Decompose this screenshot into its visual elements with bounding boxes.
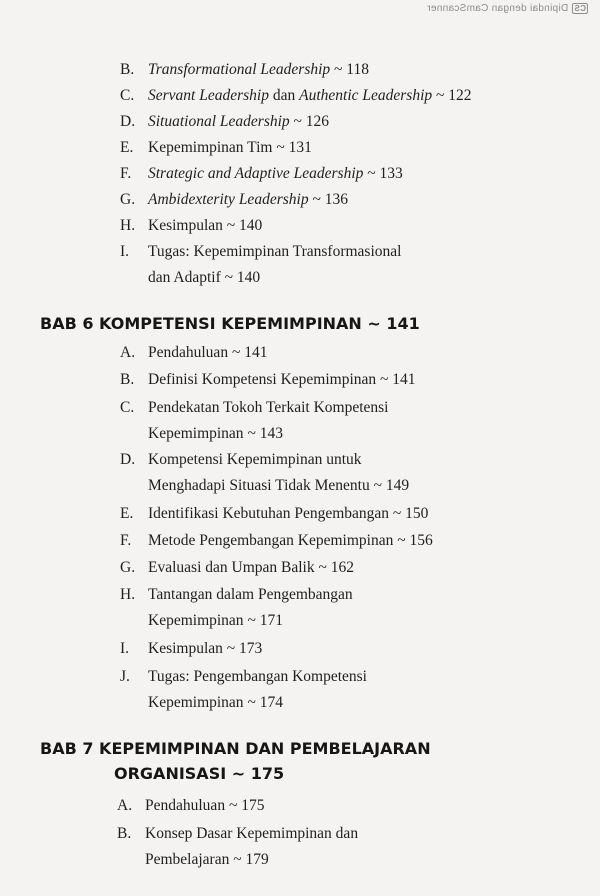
entry-letter: H. — [120, 586, 136, 603]
entry-letter: B. — [117, 825, 132, 842]
camscanner-watermark — [427, 3, 588, 14]
entry-letter: I. — [120, 243, 130, 260]
entry-letter: A. — [117, 797, 133, 814]
entry-title: Pendahuluan — [145, 797, 226, 814]
entry-page: ~ 141 — [231, 344, 268, 361]
entry-letter: C. — [120, 87, 135, 104]
entry-letter: D. — [120, 451, 136, 468]
entry-page: ~ 136 — [312, 191, 348, 208]
entry-title: Servant Leadership — [148, 87, 269, 104]
entry-title: Kompetensi Kepemimpinan untuk — [148, 451, 362, 468]
entry-page: ~ 156 — [397, 532, 433, 549]
entry-title: Pendahuluan — [148, 344, 229, 361]
entry-title-cont: Kepemimpinan — [148, 694, 244, 711]
entry-title: Evaluasi dan Umpan Balik — [148, 559, 315, 576]
entry-letter: C. — [120, 399, 135, 416]
entry-page: ~ 174 — [247, 694, 283, 711]
entry-letter: F. — [120, 532, 132, 549]
entry-letter: F. — [120, 165, 132, 182]
entry-title: Ambidexterity Leadership — [148, 191, 309, 208]
entry-title: Kepemimpinan Tim — [148, 139, 273, 156]
camscanner-logo-icon: CS — [574, 4, 586, 13]
entry-title-cont: Kepemimpinan — [148, 425, 244, 442]
entry-page: ~ 140 — [224, 269, 261, 286]
entry-title: Kesimpulan — [148, 217, 223, 234]
watermark-text: Dipindai dengan CamScanner — [427, 3, 569, 14]
entry-page: ~ 175 — [228, 797, 265, 814]
entry-letter: A. — [120, 344, 136, 361]
entry-title: Identifikasi Kebutuhan Pengembangan — [148, 505, 390, 522]
entry-title-cont: Menghadapi Situasi Tidak Menentu — [148, 477, 370, 494]
chapter-heading-bab7-cont: ORGANISASI ~ 175 — [114, 764, 285, 783]
entry-title: Konsep Dasar Kepemimpinan dan — [145, 825, 359, 842]
entry-page: ~ 122 — [436, 87, 472, 104]
entry-letter: G. — [120, 559, 136, 576]
entry-page: ~ 173 — [226, 640, 263, 657]
entry-page: ~ 150 — [392, 505, 429, 522]
entry-letter: D. — [120, 113, 136, 130]
entry-page: ~ 171 — [247, 612, 283, 629]
entry-page: ~ 179 — [233, 851, 269, 868]
entry-conjunction: dan — [268, 87, 300, 104]
entry-title-cont: dan Adaptif — [148, 269, 221, 286]
entry-page: ~ 133 — [367, 165, 403, 182]
entry-title: Tantangan dalam Pengembangan — [148, 586, 353, 603]
entry-title: Tugas: Pengembangan Kompetensi — [148, 668, 367, 685]
entry-title: Tugas: Kepemimpinan Transformasional — [148, 243, 402, 260]
entry-letter: G. — [120, 191, 136, 208]
entry-letter: E. — [120, 505, 134, 522]
entry-title: Pendekatan Tokoh Terkait Kompetensi — [148, 399, 389, 416]
entry-letter: B. — [120, 371, 135, 388]
entry-letter: H. — [120, 217, 136, 234]
entry-page: ~ 118 — [334, 61, 369, 78]
entry-letter: J. — [120, 668, 130, 685]
entry-title: Definisi Kompetensi Kepemimpinan — [148, 371, 377, 388]
entry-page: ~ 126 — [293, 113, 330, 130]
entry-page: ~ 149 — [373, 477, 410, 494]
entry-page: ~ 143 — [247, 425, 283, 442]
entry-page: ~ 141 — [380, 371, 416, 388]
entry-title: Strategic and Adaptive Leadership — [148, 165, 364, 182]
entry-page: ~ 131 — [276, 139, 312, 156]
entry-letter: B. — [120, 61, 135, 78]
entry-title-cont: Pembelajaran — [145, 851, 230, 868]
bleed-through-background — [440, 55, 600, 885]
entry-title: Kesimpulan — [148, 640, 223, 657]
entry-title: Transformational Leadership — [148, 61, 331, 78]
chapter-heading-bab7: BAB 7 KEPEMIMPINAN DAN PEMBELAJARAN — [40, 739, 431, 758]
entry-page: ~ 140 — [226, 217, 263, 234]
entry-title: Authentic Leadership — [299, 87, 433, 104]
entry-page: ~ 162 — [318, 559, 354, 576]
entry-letter: E. — [120, 139, 134, 156]
entry-title: Situational Leadership — [148, 113, 290, 130]
chapter-heading-bab6: BAB 6 KOMPETENSI KEPEMIMPINAN ~ 141 — [40, 314, 420, 333]
entry-title: Metode Pengembangan Kepemimpinan — [148, 532, 394, 549]
entry-letter: I. — [120, 640, 130, 657]
entry-title-cont: Kepemimpinan — [148, 612, 244, 629]
